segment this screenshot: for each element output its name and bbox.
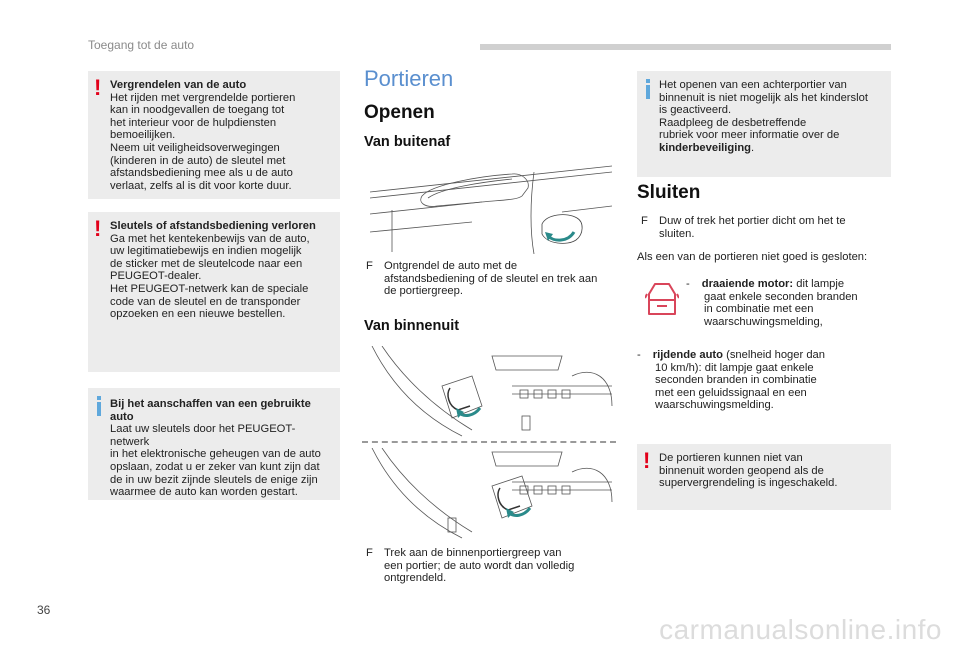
warning-line: opzoeken en een nieuwe bestellen. (110, 308, 286, 321)
heading-van-binnenuit: Van binnenuit (364, 318, 460, 334)
warning-line: het interieur voor de hulpdiensten (110, 116, 277, 129)
info-box-used-car (88, 388, 340, 500)
warning-line: uw legitimatiebewijs en indien mogelijk (110, 245, 302, 258)
warning-line: code van de sleutel en de transponder (110, 295, 301, 308)
condition-text: (snelheid hoger dan (722, 349, 825, 361)
warning-line: binnenuit worden geopend als de (659, 464, 824, 477)
warning-icon: ! (94, 216, 102, 241)
info-box-child-lock (637, 71, 891, 177)
interior-door-handle-front-illustration (362, 346, 616, 438)
warning-line: verlaat, zelfs al is dit voor korte duur. (110, 179, 292, 192)
info-line: Het openen van een achterportier van (659, 79, 847, 91)
info-title: auto (110, 410, 134, 423)
warning-line: Het PEUGEOT-netwerk kan de speciale (110, 282, 309, 295)
bullet-line: ontgrendeld. (384, 572, 447, 585)
warning-box-locking (88, 71, 340, 199)
condition-line: met een geluidssignaal en een (655, 386, 807, 399)
warning-icon: ! (94, 75, 102, 100)
warning-box-deadlock (637, 444, 891, 510)
door-open-warning-light-icon (645, 280, 679, 320)
bullet-line: Duw of trek het portier dicht om het te (659, 215, 846, 227)
info-line: binnenuit is niet mogelijk als het kinderslot (659, 91, 868, 104)
page-title: Portieren (364, 66, 454, 91)
door-open-intro: Als een van de portieren niet goed is gesloten: (637, 251, 868, 263)
condition-line: seconden branden in combinatie (655, 374, 817, 387)
warning-line: supervergrendeling is ingeschakeld. (659, 477, 838, 490)
divider (362, 441, 616, 443)
condition-line: waarschuwingsmelding, (704, 315, 823, 328)
bullet-line: een portier; de auto wordt dan volledig (384, 559, 575, 572)
section-header: Toegang tot de auto (88, 38, 195, 52)
page-number: 36 (37, 603, 51, 617)
bullet-line: Trek aan de binnenportiergreep van (384, 547, 562, 559)
warning-title: Sleutels of afstandsbediening verloren (110, 220, 316, 232)
condition-keyword: draaiende motor: (701, 278, 794, 290)
info-line: rubriek voor meer informatie over de (659, 129, 840, 142)
condition-line: waarschuwingsmelding. (655, 399, 774, 412)
bullet-line: afstandsbediening of de sleutel en trek aan (384, 272, 598, 285)
info-line: is geactiveerd. (659, 104, 732, 117)
warning-line: PEUGEOT-dealer. (110, 270, 202, 283)
bullet-symbol: F (641, 215, 648, 227)
info-line: opslaan, zodat u er zeker van kunt zijn dat (110, 460, 320, 473)
bullet-symbol: F (366, 260, 373, 272)
info-line: de in uw bezit zijnde sleutels de enige zijn (110, 473, 318, 486)
heading-openen: Openen (364, 102, 435, 123)
bullet-line: de portiergreep. (384, 285, 463, 298)
condition-engine-running (686, 278, 886, 328)
warning-line: Het rijden met vergrendelde portieren (110, 91, 296, 104)
bullet-line: Ontgrendel de auto met de (384, 260, 518, 272)
interior-door-handle-rear-illustration (362, 448, 616, 540)
condition-text: dit lampje (793, 278, 845, 290)
heading-sluiten: Sluiten (637, 182, 701, 203)
info-line: waarmee de auto kan worden gestart. (110, 486, 298, 499)
condition-line: gaat enkele seconden branden (704, 290, 858, 303)
dash: - (686, 278, 690, 290)
warning-icon: ! (643, 448, 651, 473)
condition-line: in combinatie met een (704, 303, 814, 316)
warning-box-lost-keys (88, 212, 340, 372)
info-line: Raadpleeg de desbetreffende (659, 116, 807, 129)
warning-line: De portieren kunnen niet van (659, 452, 803, 464)
bullet-line: sluiten. (659, 227, 695, 240)
warning-line: bemoeilijken. (110, 129, 176, 142)
info-keyword: kinderbeveiliging (659, 141, 752, 154)
info-line: in het elektronische geheugen van de auto (110, 448, 321, 461)
info-title: Bij het aanschaffen van een gebruikte (110, 398, 311, 410)
watermark: carmanualsonline.info (659, 614, 942, 645)
exterior-door-handle-illustration (362, 162, 616, 254)
warning-line: Ga met het kentekenbewijs van de auto, (110, 232, 310, 245)
info-punct: . (751, 141, 755, 154)
bullet-symbol: F (366, 547, 373, 559)
warning-line: (kinderen in de auto) de sleutel met (110, 154, 286, 167)
info-line: Laat uw sleutels door het PEUGEOT-netwerk (110, 423, 296, 448)
warning-line: de sticker met de sleutelcode naar een (110, 257, 303, 270)
dash: - (637, 349, 641, 361)
condition-line: 10 km/h): dit lampje gaat enkele (655, 361, 814, 374)
info-icon (643, 79, 655, 101)
warning-line: kan in noodgevallen de toegang tot (110, 104, 285, 117)
info-icon (94, 396, 106, 418)
condition-vehicle-moving (637, 349, 887, 412)
warning-line: afstandsbediening mee als u de auto (110, 167, 293, 180)
condition-keyword: rijdende auto (652, 349, 723, 361)
warning-line: Neem uit veiligheidsoverwegingen (110, 141, 280, 154)
heading-van-buitenaf: Van buitenaf (364, 134, 451, 150)
warning-title: Vergrendelen van de auto (110, 79, 247, 91)
header-bar (480, 44, 891, 50)
